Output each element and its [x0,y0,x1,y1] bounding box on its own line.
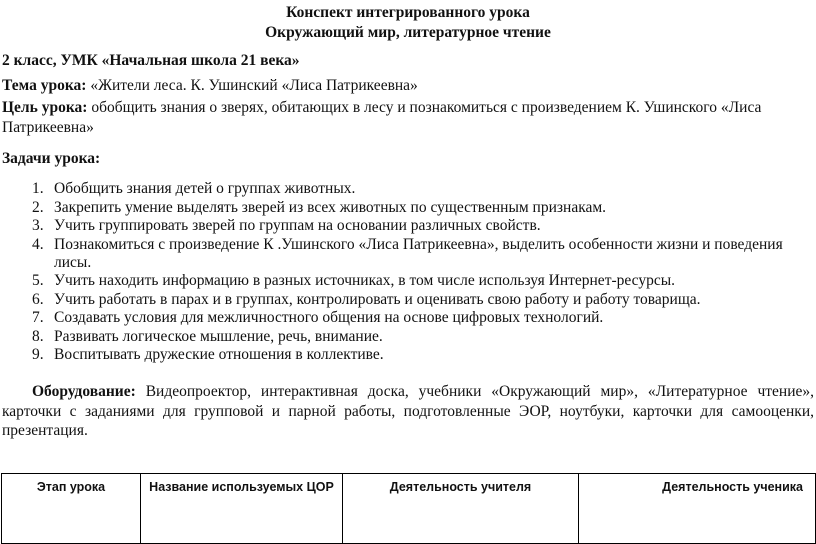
task-text-continued: лисы. [54,254,92,271]
column-header-student: Деятельность ученика [579,474,816,544]
task-item [32,180,355,198]
task-item [32,236,783,254]
topic-label: Тема урока: [2,77,87,94]
equipment-label: Оборудование: [32,383,136,400]
task-number: 6. [32,291,44,308]
goal-line [2,99,761,117]
topic-line [2,77,418,95]
task-text: Воспитывать дружеские отношения в коллективе. [54,346,384,363]
goal-label: Цель урока: [2,99,88,116]
task-item [32,309,603,327]
task-number: 5. [32,272,44,289]
task-text: Создавать условия для межличностного общения на основе цифровых технологий. [54,309,604,326]
task-item [32,346,384,364]
task-text: Учить работать в парах и в группах, контролировать и оценивать свою работу и работу товарища. [54,291,701,308]
task-item [32,199,606,217]
topic-text: «Жители леса. К. Ушинский «Лиса Патрикеевна» [86,77,418,94]
equipment-text-end: презентация. [2,422,88,439]
task-text: Учить находить информацию в разных источниках, в том числе используя Интернет-ресурсы. [54,272,675,289]
equipment-text: Видеопроектор, интерактивная доска, учебники «Окружающий мир», «Литературное чтение», [135,383,814,400]
task-number: 9. [32,346,44,363]
task-number: 3. [32,217,44,234]
document-title: Конспект интегрированного урока [286,4,530,21]
task-text: Познакомиться с произведение К .Ушинского «Лиса Патрикеевна», выделить особенности жизни и поведения [54,236,783,253]
task-number: 8. [32,328,44,345]
task-number: 1. [32,180,44,197]
task-text: Закрепить умение выделять зверей из всех животных по существенным признакам. [54,199,607,216]
task-text: Учить группировать зверей по группам на основании различных свойств. [54,217,541,234]
goal-text: обобщить знания о зверях, обитающих в лесу и познакомиться с произведением К. Ушинского «Лиса [87,99,762,116]
task-number: 2. [32,199,44,216]
goal-text-continued: Патрикеевна» [2,119,94,136]
tasks-heading: Задачи урока: [2,150,101,167]
task-item [32,328,383,346]
lesson-plan-table [1,473,816,544]
task-text: Обобщить знания детей о группах животных. [54,180,356,197]
class-info: 2 класс, УМК «Начальная школа 21 века» [2,52,300,69]
table-header-row [2,474,816,544]
task-item [32,217,541,235]
column-header-resources: Название используемых ЦОР [141,474,343,544]
task-number: 7. [32,309,44,326]
equipment-line [2,383,814,401]
task-number: 4. [32,236,44,253]
column-header-stage: Этап урока [2,474,141,544]
task-item [32,291,701,309]
column-header-teacher: Деятельность учителя [343,474,579,544]
task-text: Развивать логическое мышление, речь, внимание. [54,328,383,345]
equipment-text-continued: карточки с заданиями для групповой и парной работы, подготовленные ЭОР, ноутбуки, карточки для самооценки, [2,403,814,420]
task-item [32,272,675,290]
document-subtitle: Окружающий мир, литературное чтение [265,24,551,41]
